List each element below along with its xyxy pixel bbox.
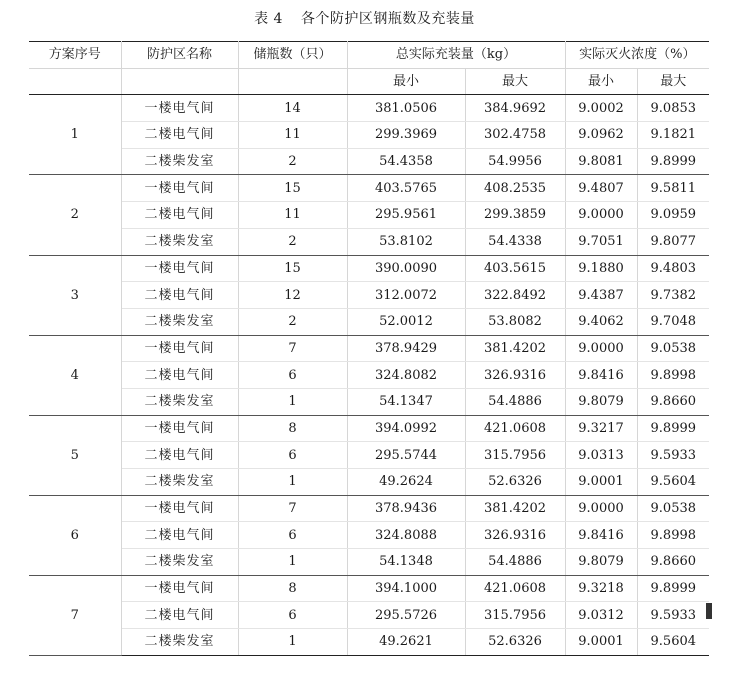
- charge-min-cell: 52.0012: [347, 308, 465, 335]
- conc-max-cell: 9.8660: [637, 549, 709, 576]
- table-row: [29, 228, 709, 255]
- table-row: [29, 469, 709, 496]
- conc-max-cell: 9.8077: [637, 228, 709, 255]
- scheme-number-cell: 2: [29, 175, 121, 255]
- bottle-count-cell: 6: [238, 522, 347, 549]
- conc-max-cell: 9.5933: [637, 442, 709, 469]
- bottle-count-cell: 11: [238, 122, 347, 149]
- header-charge-max: 最大: [465, 68, 565, 95]
- charge-max-cell: 54.4338: [465, 228, 565, 255]
- bottle-count-cell: 8: [238, 415, 347, 442]
- zone-name-cell: 一楼电气间: [121, 335, 238, 362]
- conc-max-cell: 9.8998: [637, 362, 709, 389]
- conc-max-cell: 9.8998: [637, 522, 709, 549]
- zone-name-cell: 二楼电气间: [121, 362, 238, 389]
- table-row: [29, 255, 709, 282]
- header-charge: 总实际充装量（kg）: [347, 42, 565, 69]
- zone-name-cell: 二楼电气间: [121, 122, 238, 149]
- charge-max-cell: 52.6326: [465, 629, 565, 656]
- table-row: [29, 602, 709, 629]
- charge-max-cell: 53.8082: [465, 308, 565, 335]
- zone-name-cell: 二楼柴发室: [121, 549, 238, 576]
- bottle-count-cell: 2: [238, 228, 347, 255]
- conc-max-cell: 9.5933: [637, 602, 709, 629]
- conc-min-cell: 9.0002: [565, 95, 637, 122]
- conc-min-cell: 9.8081: [565, 148, 637, 175]
- bottle-count-cell: 1: [238, 388, 347, 415]
- bottle-count-cell: 1: [238, 549, 347, 576]
- caption-label: 表 4: [254, 11, 283, 27]
- charge-min-cell: 378.9436: [347, 495, 465, 522]
- table-row: [29, 495, 709, 522]
- charge-max-cell: 326.9316: [465, 362, 565, 389]
- charge-max-cell: 54.4886: [465, 388, 565, 415]
- bottle-count-cell: 6: [238, 602, 347, 629]
- conc-max-cell: 9.5604: [637, 469, 709, 496]
- bottle-count-cell: 7: [238, 335, 347, 362]
- charge-max-cell: 381.4202: [465, 335, 565, 362]
- charge-min-cell: 295.5726: [347, 602, 465, 629]
- conc-min-cell: 9.7051: [565, 228, 637, 255]
- table-caption: [0, 8, 729, 28]
- header-bottles: 储瓶数（只）: [238, 42, 347, 69]
- charge-max-cell: 54.9956: [465, 148, 565, 175]
- scheme-number-cell: 1: [29, 95, 121, 175]
- header-conc-min: 最小: [565, 68, 637, 95]
- table-row: [29, 122, 709, 149]
- zone-name-cell: 一楼电气间: [121, 415, 238, 442]
- conc-min-cell: 9.0001: [565, 469, 637, 496]
- bottle-count-cell: 6: [238, 362, 347, 389]
- charge-max-cell: 302.4758: [465, 122, 565, 149]
- conc-max-cell: 9.4803: [637, 255, 709, 282]
- bottle-count-cell: 1: [238, 629, 347, 656]
- table-row: [29, 308, 709, 335]
- zone-name-cell: 二楼电气间: [121, 202, 238, 229]
- bottle-count-cell: 12: [238, 282, 347, 309]
- table-row: [29, 282, 709, 309]
- charge-min-cell: 378.9429: [347, 335, 465, 362]
- header-concentration: 实际灭火浓度（%）: [565, 42, 709, 69]
- charge-max-cell: 421.0608: [465, 575, 565, 602]
- conc-max-cell: 9.0853: [637, 95, 709, 122]
- conc-max-cell: 9.7382: [637, 282, 709, 309]
- conc-min-cell: 9.8416: [565, 522, 637, 549]
- bottle-count-cell: 1: [238, 469, 347, 496]
- conc-max-cell: 9.0959: [637, 202, 709, 229]
- charge-min-cell: 390.0090: [347, 255, 465, 282]
- scheme-number-cell: 3: [29, 255, 121, 335]
- zone-name-cell: 二楼电气间: [121, 282, 238, 309]
- zone-name-cell: 二楼柴发室: [121, 228, 238, 255]
- scheme-number-cell: 4: [29, 335, 121, 415]
- charge-min-cell: 381.0506: [347, 95, 465, 122]
- charge-max-cell: 299.3859: [465, 202, 565, 229]
- charge-max-cell: 54.4886: [465, 549, 565, 576]
- table-row: [29, 522, 709, 549]
- charge-max-cell: 322.8492: [465, 282, 565, 309]
- zone-name-cell: 一楼电气间: [121, 95, 238, 122]
- conc-max-cell: 9.8999: [637, 148, 709, 175]
- header-blank: [29, 68, 121, 95]
- zone-name-cell: 一楼电气间: [121, 255, 238, 282]
- caption-title: 各个防护区钢瓶数及充装量: [300, 11, 475, 27]
- conc-max-cell: 9.8660: [637, 388, 709, 415]
- zone-name-cell: 二楼电气间: [121, 442, 238, 469]
- conc-min-cell: 9.0000: [565, 495, 637, 522]
- bottle-count-cell: 2: [238, 308, 347, 335]
- conc-min-cell: 9.1880: [565, 255, 637, 282]
- conc-max-cell: 9.8999: [637, 415, 709, 442]
- header-blank: [238, 68, 347, 95]
- charge-max-cell: 315.7956: [465, 442, 565, 469]
- conc-min-cell: 9.3217: [565, 415, 637, 442]
- charge-max-cell: 315.7956: [465, 602, 565, 629]
- conc-min-cell: 9.0001: [565, 629, 637, 656]
- zone-name-cell: 一楼电气间: [121, 495, 238, 522]
- charge-min-cell: 394.0992: [347, 415, 465, 442]
- edge-mark: [706, 603, 712, 619]
- conc-max-cell: 9.7048: [637, 308, 709, 335]
- bottle-count-cell: 11: [238, 202, 347, 229]
- conc-min-cell: 9.8079: [565, 388, 637, 415]
- bottle-count-cell: 6: [238, 442, 347, 469]
- charge-max-cell: 384.9692: [465, 95, 565, 122]
- table-row: [29, 629, 709, 656]
- conc-min-cell: 9.8416: [565, 362, 637, 389]
- charge-min-cell: 53.8102: [347, 228, 465, 255]
- header-scheme: 方案序号: [29, 42, 121, 69]
- conc-max-cell: 9.8999: [637, 575, 709, 602]
- table-row: [29, 388, 709, 415]
- table-row: [29, 442, 709, 469]
- zone-name-cell: 二楼电气间: [121, 522, 238, 549]
- table-row: [29, 362, 709, 389]
- zone-name-cell: 二楼柴发室: [121, 388, 238, 415]
- scheme-number-cell: 6: [29, 495, 121, 575]
- charge-max-cell: 408.2535: [465, 175, 565, 202]
- bottle-count-cell: 8: [238, 575, 347, 602]
- cylinder-table: [29, 41, 709, 656]
- table-row: [29, 549, 709, 576]
- table-row: [29, 175, 709, 202]
- conc-min-cell: 9.0000: [565, 202, 637, 229]
- header-conc-max: 最大: [637, 68, 709, 95]
- conc-min-cell: 9.4807: [565, 175, 637, 202]
- zone-name-cell: 二楼柴发室: [121, 308, 238, 335]
- conc-max-cell: 9.5811: [637, 175, 709, 202]
- conc-max-cell: 9.1821: [637, 122, 709, 149]
- conc-min-cell: 9.4062: [565, 308, 637, 335]
- charge-min-cell: 312.0072: [347, 282, 465, 309]
- zone-name-cell: 二楼电气间: [121, 602, 238, 629]
- charge-min-cell: 295.9561: [347, 202, 465, 229]
- table-row: [29, 415, 709, 442]
- conc-min-cell: 9.3218: [565, 575, 637, 602]
- conc-max-cell: 9.5604: [637, 629, 709, 656]
- header-blank: [121, 68, 238, 95]
- zone-name-cell: 二楼柴发室: [121, 469, 238, 496]
- charge-min-cell: 394.1000: [347, 575, 465, 602]
- header-charge-min: 最小: [347, 68, 465, 95]
- table-row: [29, 202, 709, 229]
- bottle-count-cell: 14: [238, 95, 347, 122]
- conc-min-cell: 9.4387: [565, 282, 637, 309]
- table-row: [29, 335, 709, 362]
- table-body: [29, 95, 709, 655]
- conc-min-cell: 9.0313: [565, 442, 637, 469]
- charge-max-cell: 403.5615: [465, 255, 565, 282]
- bottle-count-cell: 7: [238, 495, 347, 522]
- zone-name-cell: 一楼电气间: [121, 575, 238, 602]
- table-row: [29, 575, 709, 602]
- charge-max-cell: 421.0608: [465, 415, 565, 442]
- charge-min-cell: 54.4358: [347, 148, 465, 175]
- conc-min-cell: 9.0962: [565, 122, 637, 149]
- scheme-number-cell: 5: [29, 415, 121, 495]
- charge-min-cell: 49.2621: [347, 629, 465, 656]
- bottle-count-cell: 2: [238, 148, 347, 175]
- scheme-number-cell: 7: [29, 575, 121, 655]
- charge-min-cell: 299.3969: [347, 122, 465, 149]
- header-zone: 防护区名称: [121, 42, 238, 69]
- charge-max-cell: 326.9316: [465, 522, 565, 549]
- charge-min-cell: 324.8082: [347, 362, 465, 389]
- charge-max-cell: 381.4202: [465, 495, 565, 522]
- charge-min-cell: 54.1347: [347, 388, 465, 415]
- zone-name-cell: 一楼电气间: [121, 175, 238, 202]
- charge-max-cell: 52.6326: [465, 469, 565, 496]
- charge-min-cell: 324.8088: [347, 522, 465, 549]
- conc-min-cell: 9.8079: [565, 549, 637, 576]
- bottle-count-cell: 15: [238, 175, 347, 202]
- bottle-count-cell: 15: [238, 255, 347, 282]
- table-row: [29, 95, 709, 122]
- zone-name-cell: 二楼柴发室: [121, 148, 238, 175]
- zone-name-cell: 二楼柴发室: [121, 629, 238, 656]
- conc-min-cell: 9.0312: [565, 602, 637, 629]
- charge-min-cell: 403.5765: [347, 175, 465, 202]
- charge-min-cell: 54.1348: [347, 549, 465, 576]
- table-row: [29, 148, 709, 175]
- conc-max-cell: 9.0538: [637, 495, 709, 522]
- charge-min-cell: 295.5744: [347, 442, 465, 469]
- charge-min-cell: 49.2624: [347, 469, 465, 496]
- conc-min-cell: 9.0000: [565, 335, 637, 362]
- conc-max-cell: 9.0538: [637, 335, 709, 362]
